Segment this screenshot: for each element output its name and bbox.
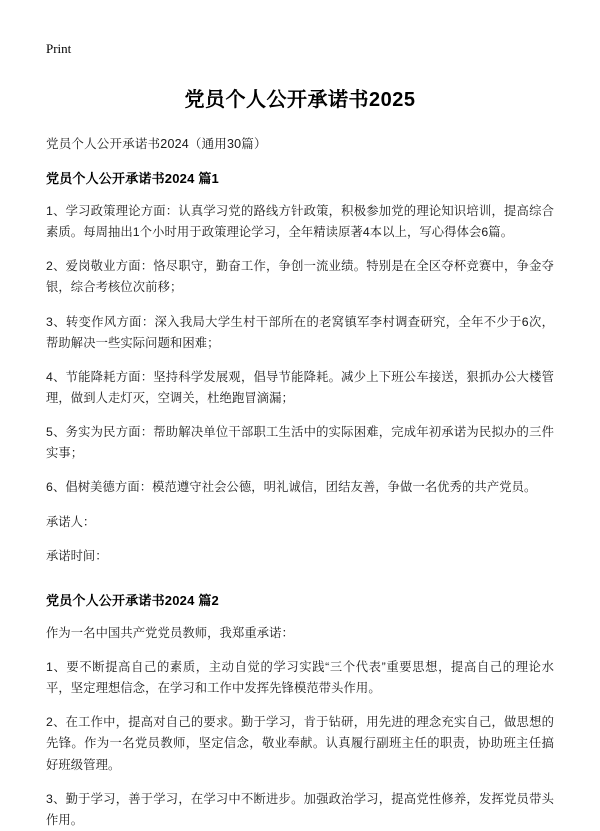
- paragraph: 5、务实为民方面：帮助解决单位干部职工生活中的实际困难，完成年初承诺为民拟办的三件实事；: [46, 425, 554, 461]
- paragraph: 2、爱岗敬业方面：恪尽职守，勤奋工作，争创一流业绩。特别是在全区夺杯竞赛中，争金夺银，综合考核位次前移；: [46, 259, 554, 295]
- document-subtitle: 党员个人公开承诺书2024（通用30篇）: [46, 137, 267, 151]
- paragraph: 6、倡树美德方面：模范遵守社会公德，明礼诚信，团结友善，争做一名优秀的共产党员。: [46, 480, 537, 495]
- section-heading: 党员个人公开承诺书2024 篇1: [46, 171, 219, 186]
- print-button[interactable]: Print: [46, 41, 72, 56]
- section-spacer: [46, 580, 554, 590]
- paragraph: 作为一名中国共产党党员教师，我郑重承诺：: [46, 625, 294, 640]
- paragraph: 3、勤于学习，善于学习，在学习中不断进步。加强政治学习，提高党性修养，发挥党员带头作用。: [46, 791, 554, 827]
- paragraph: 1、要不断提高自己的素质，主动自觉的学习实践“三个代表”重要思想，提高自己的理论水平，坚定理想信念，在学习和工作中发挥先锋模范带头作用。: [46, 659, 554, 696]
- section-heading: 党员个人公开承诺书2024 篇2: [46, 592, 219, 608]
- document-section: [46, 168, 554, 567]
- paragraph: 2、在工作中，提高对自己的要求。勤于学习，肯于钻研，用先进的理念充实自己，做思想的先锋。作为一名党员教师，坚定信念，敬业奉献。认真履行副班主任的职责，协助班主任搞好班级管理。: [46, 715, 554, 772]
- paragraph: 4、节能降耗方面：坚持科学发展观，倡导节能降耗。减少上下班公车接送，狠抓办公大楼管理，做到人走灯灭，空调关，杜绝跑冒滴漏；: [46, 369, 554, 405]
- signature-date-line: 承诺时间：: [46, 548, 108, 563]
- signature-line: 承诺人：: [46, 514, 96, 529]
- document-section: [46, 590, 554, 831]
- page-title: 党员个人公开承诺书2025: [184, 89, 416, 111]
- paragraph: 1、学习政策理论方面：认真学习党的路线方针政策，积极参加党的理论知识培训，提高综合素质。每周抽出1个小时用于政策理论学习，全年精读原著4本以上，写心得体会6篇。: [46, 204, 554, 240]
- paragraph: 3、转变作风方面：深入我局大学生村干部所在的老窝镇军李村调查研究，全年不少于6次，帮助解决一些实际问题和困难；: [46, 314, 554, 350]
